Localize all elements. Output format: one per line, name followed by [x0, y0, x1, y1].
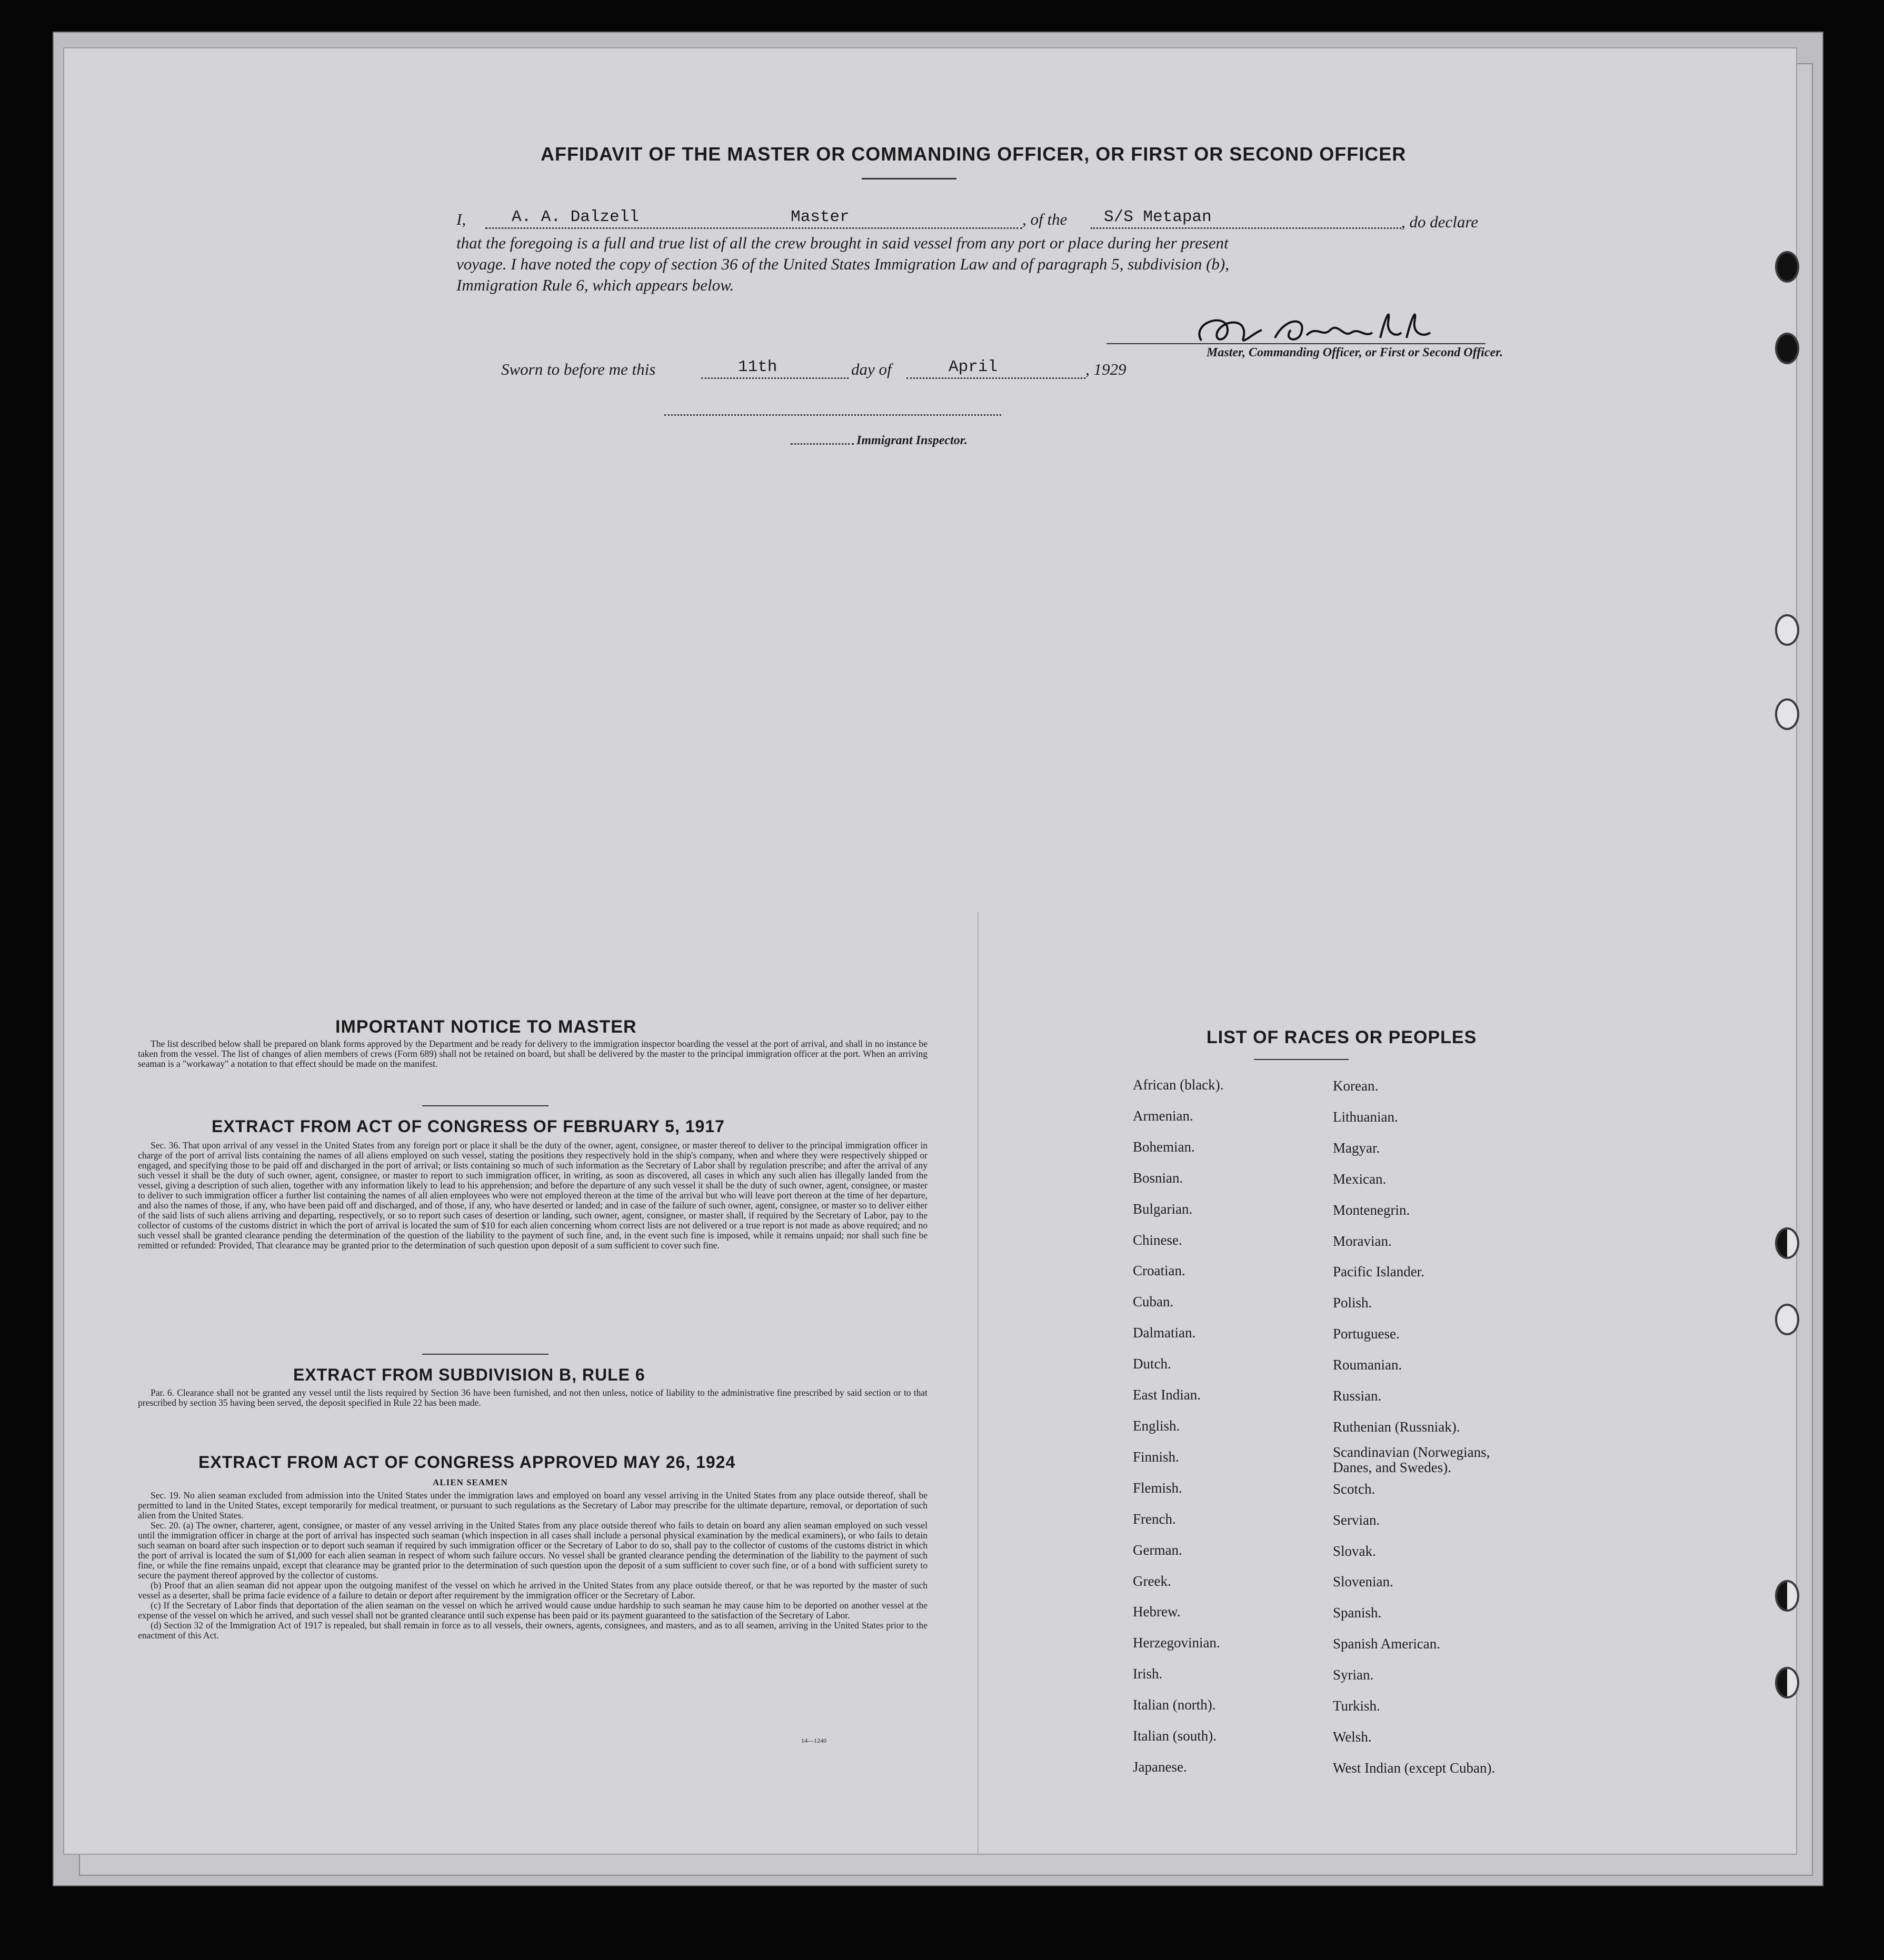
- race-item: Bulgarian.: [1133, 1201, 1193, 1217]
- race-item: Chinese.: [1133, 1232, 1182, 1248]
- of-the-label: , of the: [1022, 210, 1068, 228]
- race-item: East Indian.: [1133, 1387, 1201, 1403]
- rank-field: Master: [791, 208, 850, 226]
- race-item: Ruthenian (Russniak).: [1333, 1418, 1460, 1435]
- extract1-body: Sec. 36. That upon arrival of any vessel in the United States from any foreign port or place it shall be the duty of the owner, agent, consignee, or master thereof to deliver to the principal immigration officer in charge of the port of arrival lists containing the names of all aliens employed on such vessel, stating the positions they respectively hold in the ship's company, when and where they were respectively shipped or engaged, and specifying those to be paid off and discharged in the port of arrival; or lists containing so much of such information as the Secretary of Labor shall by regulation prescribe; and after the arrival of any such vessel it shall be the duty of such owner, agent, consignee, or master to report to such immigration officer, in writing, as soon as discovered, all cases in which any such alien has illegally landed from the vessel, giving a description of such alien, together with any information likely to lead to his apprehension; and before the departure of any such vessel it shall be the duty of such owner, agent, consignee, or master to deliver to such immigration officer a further list containing the names of all alien employees who were not employed thereon at the time of the arrival but who will leave port thereon at the time of her departure, and also the names of those, if any, who have been paid off and discharged, and of those, if any, who have deserted or landed; and in case of the failure of such owner, agent, consignee, or master so to deliver either of the said lists of such aliens arriving and departing, respectively, or so to report such cases of desertion or landing, such owner, agent, consignee, or master shall, if required by the Secretary of Labor, pay to the collector of customs of the customs district in which the port of arrival is located the sum of $10 for each alien concerning whom correct lists are not delivered or a true report is not made as above required; and no such vessel shall be granted clearance pending the determination of the question of the liability to the payment of such fine, and, in the event such fine is imposed, while it remains unpaid; nor shall such fine be remitted or refunded: Provided, That clearance may be granted prior to the determination of such question upon deposit of a sum sufficient to cover such fine.: [138, 1140, 928, 1251]
- race-item: Lithuanian.: [1333, 1108, 1398, 1125]
- extract1-title: EXTRACT FROM ACT OF CONGRESS OF FEBRUARY 5, 1917: [212, 1117, 725, 1136]
- inspector-caption: Immigrant Inspector.: [856, 434, 968, 447]
- race-item: Welsh.: [1333, 1729, 1372, 1745]
- form-number: 14—1240: [801, 1737, 826, 1744]
- master-name-line: [485, 227, 1022, 229]
- sworn-prefix: Sworn to before me this: [501, 360, 656, 378]
- race-item: Dutch.: [1133, 1356, 1171, 1372]
- sworn-day-line: [701, 377, 849, 379]
- sworn-year: , 1929: [1085, 360, 1127, 378]
- race-item: Servian.: [1333, 1512, 1380, 1528]
- race-item: Montenegrin.: [1333, 1202, 1410, 1218]
- signature-line: [1107, 343, 1486, 344]
- punch-hole-icon: [1775, 1304, 1799, 1335]
- races-left-column: [1133, 1069, 1223, 1783]
- race-item: Finnish.: [1133, 1448, 1179, 1465]
- declaration-line-2: voyage. I have noted the copy of section 36 of the United States Immigration Law and of paragraph 5, subdivision (b),: [456, 255, 1229, 273]
- sworn-day-field: 11th: [738, 358, 777, 376]
- race-item: Irish.: [1133, 1666, 1163, 1682]
- sworn-month-line: [906, 377, 1085, 379]
- race-item: Magyar.: [1333, 1139, 1380, 1156]
- extract2-body: Par. 6. Clearance shall not be granted any vessel until the lists required by Section 36 have been furnished, and not then unless, notice of liability to the administrative fine prescribed by said section or to that prescribed by section 35 having been served, the deposit specified in Rule 22 has been made.: [138, 1387, 928, 1408]
- race-item: Slovenian.: [1333, 1574, 1393, 1590]
- race-item: Portuguese.: [1333, 1326, 1400, 1342]
- do-declare-label: , do declare: [1401, 213, 1479, 231]
- punch-hole-icon: [1775, 698, 1799, 730]
- race-item: Hebrew.: [1133, 1604, 1181, 1620]
- race-item: Slovak.: [1333, 1543, 1376, 1559]
- extract3-subtitle: ALIEN SEAMEN: [433, 1477, 508, 1487]
- race-item: West Indian (except Cuban).: [1333, 1759, 1496, 1776]
- vessel-name-line: [1091, 227, 1401, 229]
- race-item: Bohemian.: [1133, 1138, 1195, 1155]
- title-divider: [862, 178, 956, 179]
- races-right-column: [1333, 1071, 1495, 1784]
- punch-hole-icon: [1775, 251, 1799, 283]
- inspector-signature-line: [664, 414, 1001, 416]
- extract1-divider: [422, 1354, 549, 1355]
- race-item: Moravian.: [1333, 1233, 1392, 1249]
- races-title: LIST OF RACES OR PEOPLES: [1207, 1027, 1477, 1047]
- race-item: Dalmatian.: [1133, 1325, 1196, 1341]
- punch-hole-icon: [1775, 1667, 1799, 1698]
- race-item: Italian (north).: [1133, 1697, 1216, 1713]
- race-item: Scandinavian (Norwegians, Danes, and Swedes).: [1333, 1444, 1490, 1475]
- race-item: Cuban.: [1133, 1294, 1174, 1310]
- punch-hole-icon: [1775, 333, 1799, 364]
- race-item: Spanish.: [1333, 1605, 1382, 1621]
- race-item: Roumanian.: [1333, 1357, 1402, 1373]
- race-item: Turkish.: [1333, 1698, 1380, 1714]
- punch-hole-icon: [1775, 1227, 1799, 1259]
- race-item: Scotch.: [1333, 1481, 1375, 1497]
- race-item: Bosnian.: [1133, 1169, 1183, 1186]
- sworn-month-field: April: [949, 358, 998, 376]
- page-fold-line: [978, 912, 979, 1854]
- race-item: Mexican.: [1333, 1171, 1387, 1187]
- extract3-body: Sec. 19. No alien seaman excluded from admission into the United States under the immigration laws and employed on board any vessel arriving in the United States from any place outside thereof, shall be permitted to land in the United States, except temporarily for medical treatment, or pursuant to such regulations as the Secretary of Labor may prescribe for the ultimate departure, removal, or deportation of such alien from the United States. Sec. 20. (a) The owner, charterer, agent, consignee, or master of any vessel arriving in the United States from any place outside thereof who fails to detain on board any alien seaman employed on such vessel until the immigration officer in charge at the port of arrival has inspected such seaman (which inspection in all cases shall include a personal physical examination by the medical examiners), or who fails to detain such seaman on board after such inspection or to deport such seaman if required by such immigration officer or the Secretary of Labor to do so, shall pay to the collector of customs of the customs district in which the port of arrival is located the sum of $1,000 for each alien seaman in respect of whom such failure occurs. No vessel shall be granted clearance pending the determination of the liability to the payment of such fine, or while the fine remains unpaid, except that clearance may be granted prior to the determination of such question upon the deposit of a sum sufficient to cover such fine, or of a bond with sufficient surety to secure the payment thereof approved by the collector of customs. (b) Proof that an alien seaman did not appear upon the outgoing manifest of the vessel on which he arrived in the United States from any place outside thereof, or that he was reported by the master of such vessel as a deserter, shall be prima facie evidence of a failure to detain or deport after requirement by the immigration officer or the Secretary of Labor. (c) If the Secretary of Labor finds that deportation of the alien seaman on the vessel on which he arrived would cause undue hardship to such seaman he may cause him to be deported on another vessel at the expense of the vessel on which he arrived, and such vessel shall not be granted clearance until such expense has been paid or its payment guaranteed to the satisfaction of the Secretary of Labor. (d) Section 32 of the Immigration Act of 1917 is repealed, but shall remain in force as to all vessels, their owners, agents, consignees, and masters, and as to all seamen, arriving in the United States prior to the enactment of this Act.: [138, 1490, 928, 1641]
- race-item: Flemish.: [1133, 1479, 1182, 1496]
- race-item: Polish.: [1333, 1295, 1372, 1311]
- race-item: Japanese.: [1133, 1758, 1187, 1775]
- document-page: [63, 47, 1797, 1855]
- inspector-caption-line: [791, 443, 854, 445]
- vessel-name-field: S/S Metapan: [1104, 208, 1212, 226]
- race-item: Korean.: [1333, 1078, 1379, 1094]
- race-item: Syrian.: [1333, 1667, 1374, 1683]
- declarant-pronoun: I,: [456, 210, 466, 228]
- signature-caption: Master, Commanding Officer, or First or Second Officer.: [1207, 346, 1503, 359]
- race-item: Armenian.: [1133, 1107, 1193, 1124]
- race-item: Spanish American.: [1333, 1636, 1440, 1652]
- punch-hole-icon: [1775, 614, 1799, 646]
- day-of-label: day of: [851, 360, 892, 378]
- notice-title: IMPORTANT NOTICE TO MASTER: [335, 1017, 637, 1037]
- affidavit-title: AFFIDAVIT OF THE MASTER OR COMMANDING OFFICER, OR FIRST OR SECOND OFFICER: [541, 143, 1407, 165]
- race-item: Pacific Islander.: [1333, 1264, 1424, 1280]
- race-item: African (black).: [1133, 1077, 1224, 1093]
- races-divider: [1254, 1059, 1349, 1060]
- race-item: German.: [1133, 1542, 1182, 1558]
- master-name-field: A. A. Dalzell: [512, 208, 639, 226]
- extract2-title: EXTRACT FROM SUBDIVISION B, RULE 6: [293, 1365, 645, 1384]
- race-item: Greek.: [1133, 1573, 1171, 1589]
- race-item: Italian (south).: [1133, 1728, 1217, 1744]
- declaration-line-1: that the foregoing is a full and true list of all the crew brought in said vessel from any port or place during her present: [456, 234, 1229, 252]
- race-item: Croatian.: [1133, 1263, 1185, 1279]
- notice-body: The list described below shall be prepared on blank forms approved by the Department and be ready for delivery to the immigration inspector boarding the vessel at the port of arrival, and shall in no instance be taken from the vessel. The list of changes of alien members of crews (Form 689) shall not be retained on board, but shall be delivered by the master to the principal immigration officer at the port. When an arriving seaman is a "workaway" a notation to that effect should be made on the manifest.: [138, 1038, 928, 1069]
- declaration-line-3: Immigration Rule 6, which appears below.: [456, 276, 734, 294]
- notice-divider: [422, 1105, 549, 1106]
- punch-hole-icon: [1775, 1580, 1799, 1612]
- race-item: Herzegovinian.: [1133, 1635, 1220, 1651]
- race-item: French.: [1133, 1511, 1176, 1527]
- race-item: English.: [1133, 1417, 1180, 1434]
- race-item: Russian.: [1333, 1388, 1382, 1404]
- extract3-title: EXTRACT FROM ACT OF CONGRESS APPROVED MAY 26, 1924: [198, 1453, 736, 1472]
